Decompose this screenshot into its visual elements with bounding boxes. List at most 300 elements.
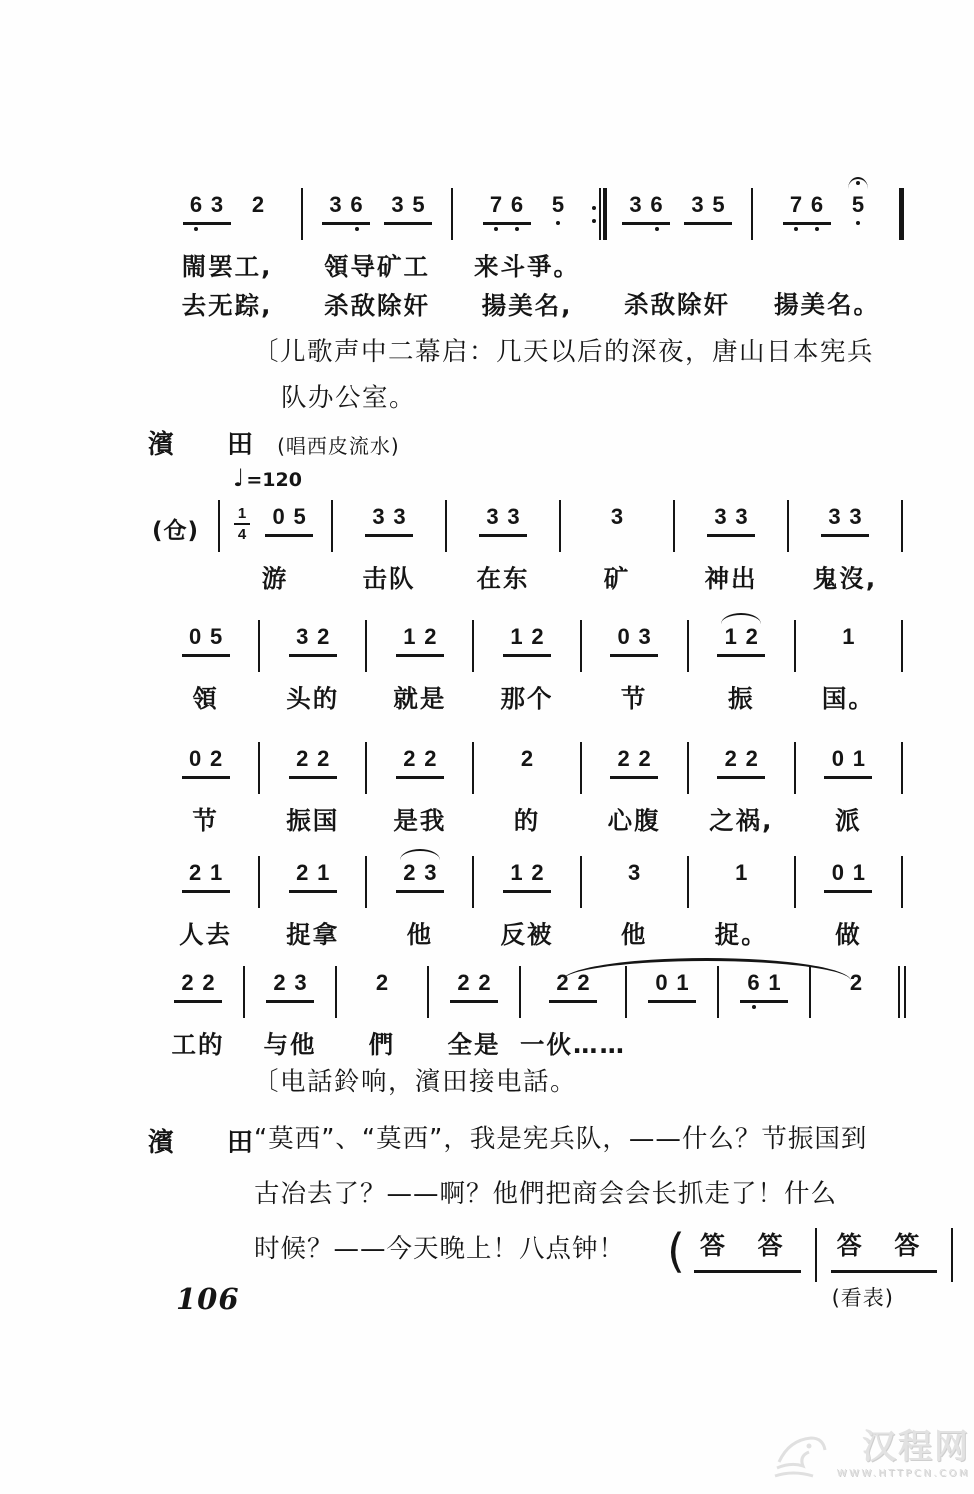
- note: 1: [510, 624, 523, 649]
- note-group: [824, 746, 872, 779]
- note: 3: [296, 624, 309, 649]
- lyric: 捉拿: [286, 920, 340, 949]
- note: 5: [712, 192, 725, 217]
- note: 3: [849, 504, 862, 529]
- note: 1: [724, 624, 737, 649]
- notes-row: [366, 618, 473, 676]
- note-group: [824, 860, 872, 893]
- note: 2: [849, 970, 863, 995]
- low-octave-dot: [355, 227, 359, 231]
- note: 7: [786, 192, 807, 218]
- lyric: 杀敌除奸: [624, 290, 730, 319]
- low-octave-dot: [856, 221, 860, 225]
- note-group: [845, 192, 872, 222]
- note: 5: [293, 504, 306, 529]
- notes-row: [581, 854, 688, 912]
- note: 1: [209, 860, 223, 885]
- measures-row: [218, 498, 902, 595]
- note: 2: [209, 746, 223, 771]
- open-paren: (: [667, 1224, 686, 1279]
- note-group: [245, 192, 272, 222]
- lyric: 人去: [179, 920, 233, 949]
- measure: [244, 964, 336, 1061]
- note-group: [513, 746, 540, 776]
- watermark: [769, 1422, 970, 1486]
- notes-row: [152, 186, 302, 244]
- measure: [259, 854, 366, 951]
- measure: [473, 740, 580, 837]
- note: 6: [346, 192, 367, 218]
- music-system: [152, 186, 902, 322]
- stage-direction-line: 〔儿歌声中二幕启：几天以后的深夜，唐山日本宪兵: [253, 337, 875, 367]
- note: 3: [486, 504, 499, 529]
- measure: [152, 618, 259, 715]
- lyric: 領导矿工: [324, 252, 430, 281]
- measure: [581, 740, 688, 837]
- lyric: 的: [513, 806, 541, 835]
- note: 2: [188, 860, 202, 885]
- note-group: [717, 624, 765, 657]
- notes-row: [788, 498, 902, 556]
- note-group: [707, 504, 755, 537]
- barline: [815, 1228, 817, 1282]
- singer-heading: [148, 424, 400, 461]
- note: 6: [507, 192, 528, 218]
- notes-row: [152, 618, 259, 676]
- measure: [795, 618, 902, 715]
- phone-stage-direction: 〔电話鈴响，濱田接电話。: [253, 1067, 578, 1097]
- note: 2: [531, 860, 544, 885]
- note: 3: [691, 192, 704, 217]
- measure: [473, 854, 580, 951]
- percussion-label: (仓): [152, 518, 200, 544]
- lyric: 振国: [286, 806, 340, 835]
- note-group: [622, 192, 670, 225]
- note-group: [369, 970, 396, 1000]
- measure: [452, 186, 602, 322]
- lyric: 工的: [171, 1030, 225, 1059]
- notes-row: [366, 740, 473, 798]
- notes-row: [366, 854, 473, 912]
- notes-row: [446, 498, 560, 556]
- tap-notes: 答 答: [694, 1228, 801, 1273]
- measure: [259, 618, 366, 715]
- note: 3: [507, 504, 520, 529]
- note-group: [396, 624, 444, 657]
- tap-notes: 答 答: [831, 1228, 938, 1273]
- measures-row: [152, 186, 902, 322]
- music-system: [152, 964, 902, 1061]
- lyric: 游: [261, 564, 289, 593]
- note-group: [182, 746, 230, 779]
- notes-row: [688, 618, 795, 676]
- measure: [602, 186, 752, 322]
- notes-row: [152, 854, 259, 912]
- lyric: 来斗爭。: [474, 252, 580, 281]
- notes-row: [152, 740, 259, 798]
- note: 3: [391, 192, 404, 217]
- notes-row: [473, 618, 580, 676]
- measure: [366, 854, 473, 951]
- note: 1: [852, 746, 866, 771]
- note-group: [545, 192, 572, 222]
- lyric: [810, 1026, 902, 1060]
- measure: [788, 498, 902, 595]
- lyric: [602, 248, 752, 282]
- measures-row: [152, 964, 902, 1061]
- note-group: [265, 504, 313, 537]
- lyric: 領: [192, 684, 219, 713]
- note-group: [610, 746, 658, 779]
- notes-row: [244, 964, 336, 1022]
- note-group: [396, 860, 444, 893]
- notes-row: [473, 854, 580, 912]
- measure: [560, 498, 674, 595]
- tap-notation: [667, 1224, 967, 1282]
- stage-direction-line: 队办公室。: [281, 382, 417, 413]
- note: 2: [531, 624, 544, 649]
- watermark-site-name: 汉程网: [862, 1426, 970, 1467]
- note-group: [174, 970, 222, 1003]
- note-group: [503, 860, 551, 893]
- measure: [795, 854, 902, 951]
- tempo-marking: [233, 464, 302, 492]
- note: 2: [745, 746, 758, 771]
- measure: [152, 854, 259, 951]
- note: 6: [646, 192, 667, 218]
- notes-row: [795, 854, 902, 912]
- dialogue-line-text: 时候？——今天晚上！八点钟！: [254, 1234, 626, 1265]
- measures-row: [152, 618, 902, 715]
- low-octave-dot: [794, 227, 798, 231]
- barline: [951, 1228, 953, 1282]
- note: 2: [638, 746, 651, 771]
- note: 1: [735, 860, 748, 885]
- note: 0: [617, 624, 630, 649]
- opening-stage-direction: [253, 330, 874, 422]
- watermark-url: WWW.HTTPCN.COM: [836, 1467, 970, 1479]
- lyric: 头的: [286, 684, 340, 713]
- measure: [581, 618, 688, 715]
- note: 3: [329, 192, 342, 217]
- music-system: [152, 498, 902, 595]
- note: 2: [424, 746, 437, 771]
- note-group: [604, 504, 631, 534]
- note: 2: [478, 970, 491, 995]
- note: 6: [807, 192, 828, 218]
- note-group: [450, 970, 498, 1003]
- measure: [366, 740, 473, 837]
- note-group: [684, 192, 732, 225]
- lyric: 那个: [500, 684, 554, 713]
- quarter-note-icon: ♩: [233, 464, 245, 492]
- note: 2: [403, 860, 416, 885]
- notes-row: [336, 964, 428, 1022]
- note: 2: [251, 192, 265, 217]
- phrase-slur-arc: [562, 958, 851, 981]
- notes-row: [688, 740, 795, 798]
- low-octave-dot: [515, 227, 519, 231]
- note: 2: [181, 970, 194, 995]
- measure: [688, 740, 795, 837]
- measure: [752, 186, 902, 322]
- note: 3: [210, 192, 224, 217]
- note-group: [835, 624, 862, 654]
- note-group: [621, 860, 648, 890]
- note-group: [182, 624, 230, 657]
- note: 1: [852, 860, 866, 885]
- note: 2: [745, 624, 758, 649]
- fermata: [848, 177, 868, 189]
- notes-row: [674, 498, 788, 556]
- note-group: [322, 192, 370, 225]
- singer-name: 濱 田: [148, 430, 276, 460]
- lyric: 揚美名。: [774, 290, 880, 319]
- dialogue-text: [254, 1112, 932, 1312]
- dialogue-line: [254, 1222, 932, 1282]
- measure: [795, 740, 902, 837]
- note: 1: [768, 970, 781, 995]
- lyric: 們: [368, 1030, 396, 1059]
- music-system: [152, 618, 902, 715]
- notes-row: [795, 618, 902, 676]
- note: 0: [272, 504, 285, 529]
- lyric: 閙罢工,: [181, 252, 273, 281]
- lyric: [626, 1026, 718, 1060]
- lyric: 节: [192, 806, 219, 835]
- notes-row: [602, 186, 752, 244]
- lyric: 做: [835, 920, 862, 949]
- note-group: [610, 624, 658, 657]
- note: 2: [317, 746, 330, 771]
- barline: [898, 966, 906, 1018]
- notes-row: [795, 740, 902, 798]
- note: 2: [520, 746, 534, 771]
- lyric: 节: [620, 684, 648, 713]
- dialogue-line: “莫西”、“莫西”，我是宪兵队，——什么？节振国到: [254, 1124, 868, 1154]
- note: 2: [202, 970, 215, 995]
- notes-row: [452, 186, 602, 244]
- measure: [473, 618, 580, 715]
- measures-row: [152, 740, 902, 837]
- measure: [302, 186, 452, 322]
- music-system: [152, 854, 902, 951]
- notes-row: [332, 498, 446, 556]
- measure: [152, 740, 259, 837]
- lyric: 他: [620, 920, 648, 949]
- note: 2: [457, 970, 470, 995]
- note: 2: [403, 746, 416, 771]
- lyric: [752, 248, 902, 282]
- measure: [332, 498, 446, 595]
- measure: [152, 964, 244, 1061]
- note-group: [289, 624, 337, 657]
- note: 3: [638, 624, 651, 649]
- lyric: 振: [728, 684, 755, 713]
- lyric: 他: [406, 920, 434, 949]
- notes-row: [428, 964, 520, 1022]
- note-group: [266, 970, 314, 1003]
- note: 5: [548, 192, 569, 218]
- note: 5: [848, 192, 869, 218]
- slur-arc: [721, 613, 761, 624]
- note-group: [503, 624, 551, 657]
- note: 1: [510, 860, 523, 885]
- note: 3: [393, 504, 406, 529]
- lyric: 捉。: [714, 920, 768, 949]
- note: 3: [629, 192, 642, 217]
- note: 2: [296, 860, 309, 885]
- note: 7: [486, 192, 507, 218]
- notes-row: [218, 498, 332, 556]
- notes-row: [302, 186, 452, 244]
- note: 2: [375, 970, 389, 995]
- note: 3: [372, 504, 385, 529]
- lyric: 击队: [362, 564, 416, 593]
- lyric: 矿: [603, 564, 631, 593]
- lyric: 派: [835, 806, 862, 835]
- measure: [674, 498, 788, 595]
- note: 1: [676, 970, 689, 995]
- note: 0: [655, 970, 668, 995]
- watch-stage-direction: (看表): [831, 1286, 894, 1311]
- barline: [901, 500, 903, 552]
- notes-row: [259, 618, 366, 676]
- watermark-text: [836, 1426, 970, 1479]
- note: 3: [294, 970, 307, 995]
- tempo-value: =120: [246, 469, 302, 491]
- lyric: 与他: [263, 1030, 317, 1059]
- low-octave-dot: [815, 227, 819, 231]
- note-group: [821, 504, 869, 537]
- note: 6: [743, 970, 764, 996]
- note: 1: [317, 860, 330, 885]
- slur-arc: [400, 849, 440, 860]
- note-group: [479, 504, 527, 537]
- aria-style-note: (唱西皮流水): [277, 434, 400, 458]
- lyric: 之祸,: [709, 806, 774, 835]
- lyric: 反被: [500, 920, 554, 949]
- note: 0: [831, 860, 845, 885]
- note-group: [384, 192, 432, 225]
- note: 3: [610, 504, 624, 529]
- lyric: 一伙……: [520, 1030, 626, 1059]
- low-octave-dot: [556, 221, 560, 225]
- note: 6: [186, 192, 207, 218]
- dialogue-line: 古冶去了？——啊？他們把商会会长抓走了！什么: [254, 1179, 838, 1210]
- lyric: 心腹: [607, 806, 661, 835]
- lyric: 就是: [393, 684, 447, 713]
- note: 0: [188, 624, 202, 649]
- barline: [901, 742, 903, 794]
- note: 1: [403, 624, 416, 649]
- measure: [428, 964, 520, 1061]
- note: 0: [188, 746, 202, 771]
- note: 2: [556, 970, 569, 995]
- note-group: [783, 192, 831, 225]
- lyric: 鬼沒,: [812, 564, 878, 593]
- note-group: [396, 746, 444, 779]
- note: 2: [296, 746, 309, 771]
- note-group: [717, 746, 765, 779]
- measures-row: [152, 854, 902, 951]
- lyric: 是我: [393, 806, 447, 835]
- lyric: [718, 1026, 810, 1060]
- note: 3: [735, 504, 748, 529]
- low-octave-dot: [494, 227, 498, 231]
- note: 2: [577, 970, 590, 995]
- music-system: [152, 740, 902, 837]
- dialogue-block: [148, 1112, 932, 1312]
- note: 2: [617, 746, 630, 771]
- low-octave-dot: [194, 227, 198, 231]
- barline: [901, 620, 903, 672]
- measure: [259, 740, 366, 837]
- low-octave-dot: [655, 227, 659, 231]
- note-group: [289, 860, 337, 893]
- measure: [218, 498, 332, 595]
- note: 3: [714, 504, 727, 529]
- notes-row: [259, 740, 366, 798]
- notes-row: [688, 854, 795, 912]
- lyric: 在东: [476, 564, 530, 593]
- dialogue-speaker-name: 濱 田: [148, 1128, 276, 1158]
- note-group: [183, 192, 231, 225]
- measure: [688, 618, 795, 715]
- barline: [218, 500, 220, 552]
- note: 5: [209, 624, 223, 649]
- note: 3: [828, 504, 841, 529]
- note: 2: [317, 624, 330, 649]
- note: 2: [724, 746, 737, 771]
- notes-row: [560, 498, 674, 556]
- low-octave-dot: [752, 1005, 756, 1009]
- measure: [366, 618, 473, 715]
- lyric: 神出: [704, 564, 758, 593]
- notes-row: [152, 964, 244, 1022]
- notes-row: [581, 740, 688, 798]
- barline: [901, 856, 903, 908]
- lyric: 揚美名,: [481, 291, 573, 320]
- note: 2: [424, 624, 437, 649]
- watermark-dragon-logo: [769, 1422, 833, 1486]
- lyric: 全是: [447, 1030, 501, 1059]
- note-group: [365, 504, 413, 537]
- measure: [336, 964, 428, 1061]
- note: 3: [628, 860, 641, 885]
- note-group: [182, 860, 230, 893]
- measure: [446, 498, 560, 595]
- notes-row: [752, 186, 902, 244]
- note: 3: [424, 860, 437, 885]
- note: 5: [412, 192, 425, 217]
- page-number: 106: [176, 1282, 240, 1316]
- measure: [581, 854, 688, 951]
- note-group: [289, 746, 337, 779]
- note: 1: [842, 624, 855, 649]
- notes-row: [473, 740, 580, 798]
- barline: [899, 188, 904, 240]
- note-group: [728, 860, 755, 890]
- measure: [152, 186, 302, 322]
- measure: [688, 854, 795, 951]
- lyric: 杀敌除奸: [324, 291, 430, 320]
- note-group: [483, 192, 531, 225]
- notes-row: [259, 854, 366, 912]
- time-signature: 1 4: [234, 506, 250, 542]
- note: 0: [831, 746, 845, 771]
- lyric: 国。: [821, 684, 875, 713]
